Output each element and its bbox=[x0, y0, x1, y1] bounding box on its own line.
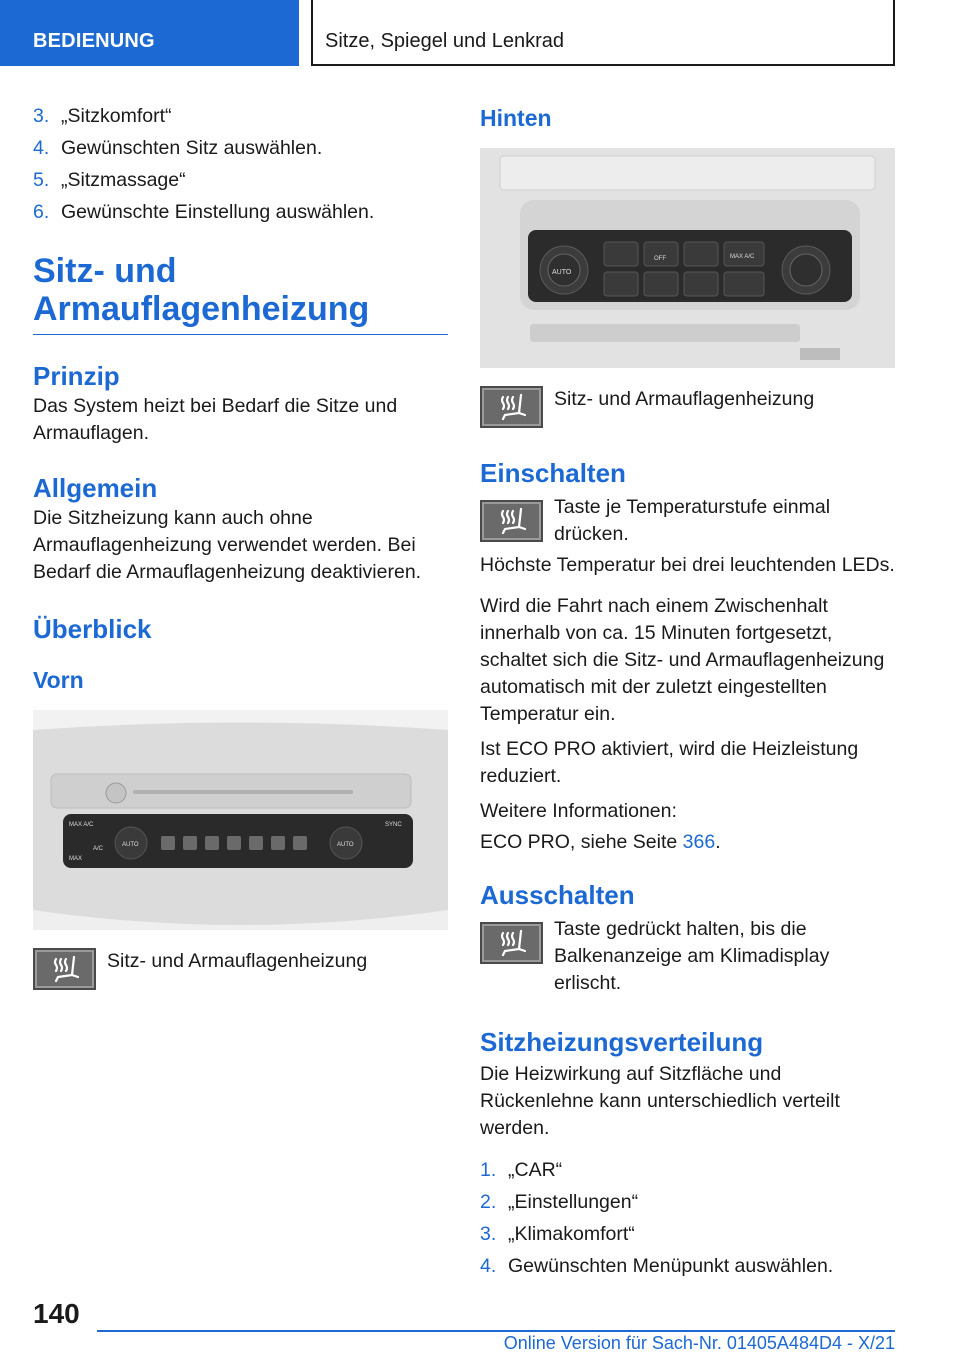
right-column bbox=[480, 100, 895, 1282]
ausschalten-instruction-row bbox=[480, 916, 895, 997]
seat-heating-icon bbox=[33, 948, 96, 990]
list-item: 4. Gewünschten Sitz auswählen. bbox=[33, 137, 323, 159]
svg-text:MAX A/C: MAX A/C bbox=[730, 254, 755, 260]
prinzip-heading: Prinzip bbox=[33, 361, 120, 391]
ausschalten-heading: Ausschalten bbox=[480, 880, 635, 910]
svg-text:AUTO: AUTO bbox=[552, 269, 572, 276]
svg-text:SYNC: SYNC bbox=[385, 822, 402, 828]
verteilung-heading: Sitzheizungsverteilung bbox=[480, 1027, 764, 1057]
svg-text:AUTO: AUTO bbox=[337, 842, 354, 848]
hinten-heading: Hinten bbox=[480, 105, 552, 131]
hinten-caption-row bbox=[480, 386, 895, 428]
svg-text:A/C: A/C bbox=[93, 846, 104, 852]
einschalten-instruction: Taste je Temperaturstufe einmal drücken. bbox=[554, 496, 831, 545]
allgemein-text: Die Sitzheizung kann auch ohne Armauflagenheizung verwendet werden. Bei Bedarf die Armauflagenheizung deaktivieren. bbox=[33, 507, 422, 583]
page-header bbox=[0, 0, 960, 66]
vorn-caption-row bbox=[33, 948, 448, 990]
svg-text:OFF: OFF bbox=[654, 256, 666, 262]
list-item: 4. Gewünschten Menüpunkt auswählen. bbox=[480, 1255, 834, 1277]
front-panel-illustration bbox=[33, 710, 448, 930]
svg-text:MAX: MAX bbox=[69, 856, 83, 862]
chapter-title: Sitze, Spiegel und Lenkrad bbox=[311, 0, 895, 66]
footer-divider bbox=[97, 1330, 895, 1332]
ueberblick-heading: Überblick bbox=[33, 614, 152, 644]
left-column bbox=[33, 100, 448, 990]
list-item: 6. Gewünschte Einstellung auswählen. bbox=[33, 201, 375, 223]
section-title: Sitz- und Armauflagenheizung bbox=[33, 252, 448, 335]
vorn-caption: Sitz- und Armauflagenheizung bbox=[107, 950, 368, 972]
seat-heating-icon bbox=[480, 386, 543, 428]
allgemein-heading: Allgemein bbox=[33, 473, 158, 503]
rear-climate-panel-photo bbox=[480, 148, 895, 368]
prinzip-text: Das System heizt bei Bedarf die Sitze und Armauflagen. bbox=[33, 395, 398, 444]
einschalten-p2: Wird die Fahrt nach einem Zwischenhalt innerhalb von ca. 15 Minuten fortgesetzt, schaltet sich die Sitz- und Armauflagenheizung automatisch mit der zuletzt eingestellten Temperatur ein. bbox=[480, 595, 885, 725]
vorn-heading: Vorn bbox=[33, 667, 84, 693]
einschalten-p1: Höchste Temperatur bei drei leuchtenden LEDs. bbox=[480, 554, 895, 576]
seat-heating-icon bbox=[480, 500, 543, 542]
rear-panel-illustration bbox=[480, 148, 895, 368]
einschalten-heading: Einschalten bbox=[480, 458, 626, 488]
svg-text:AUTO: AUTO bbox=[122, 842, 139, 848]
list-item: 3. „Sitzkomfort“ bbox=[33, 105, 172, 127]
verteilung-text: Die Heizwirkung auf Sitzfläche und Rückenlehne kann unterschiedlich verteilt werden. bbox=[480, 1063, 840, 1139]
page-link-366[interactable]: 366 bbox=[682, 831, 716, 853]
einschalten-p5: ECO PRO, siehe Seite 366. bbox=[480, 831, 721, 853]
page-number: 140 bbox=[33, 1298, 80, 1329]
seat-heating-icon bbox=[480, 922, 543, 964]
svg-text:MAX A/C: MAX A/C bbox=[69, 822, 94, 828]
einschalten-instruction-row bbox=[480, 494, 895, 548]
list-item: 3. „Klimakomfort“ bbox=[480, 1223, 635, 1245]
ausschalten-instruction: Taste gedrückt halten, bis die Balkenanzeige am Klimadisplay erlischt. bbox=[554, 918, 830, 994]
list-item: 1. „CAR“ bbox=[480, 1159, 563, 1181]
einschalten-p4: Weitere Informationen: bbox=[480, 800, 677, 822]
front-climate-panel-photo bbox=[33, 710, 448, 930]
section-tab[interactable]: BEDIENUNG bbox=[0, 0, 299, 66]
list-item: 5. „Sitzmassage“ bbox=[33, 169, 186, 191]
footer-version: Online Version für Sach-Nr. 01405A484D4 - X/21 bbox=[503, 1333, 895, 1353]
steps-list-bottom bbox=[480, 1154, 895, 1282]
list-item: 2. „Einstellungen“ bbox=[480, 1191, 639, 1213]
einschalten-p3: Ist ECO PRO aktiviert, wird die Heizleistung reduziert. bbox=[480, 738, 859, 787]
steps-list-top bbox=[33, 100, 448, 228]
hinten-caption: Sitz- und Armauflagenheizung bbox=[554, 388, 815, 410]
